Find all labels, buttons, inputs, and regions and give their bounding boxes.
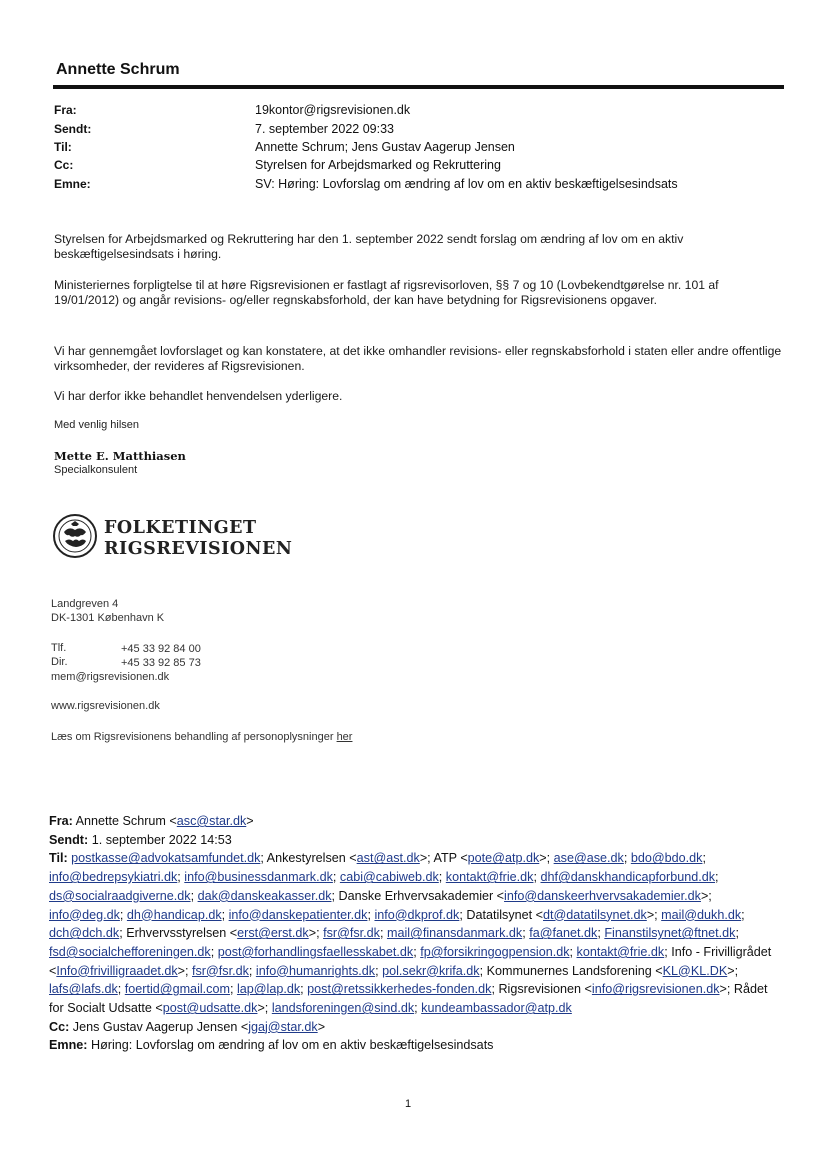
- signature-name: Mette E. Matthiasen: [54, 449, 186, 463]
- recipient-separator: ; Danske Erhvervsakademier <: [331, 888, 505, 903]
- recipient-email-link[interactable]: ast@ast.dk: [356, 851, 420, 866]
- recipient-email-link[interactable]: info@danskeerhvervsakademier.dk: [504, 888, 701, 903]
- recipient-email-link[interactable]: KL@KL.DK: [662, 963, 728, 978]
- fwd-subject-value: Høring: Lovforslag om ændring af lov om en aktiv beskæftigelsesindsats: [91, 1038, 494, 1053]
- direct-label: Dir.: [51, 656, 68, 668]
- recipient-separator: ;: [379, 926, 387, 941]
- recipient-separator: ;: [597, 926, 605, 941]
- recipient-email-link[interactable]: ds@socialraadgiverne.dk: [49, 888, 191, 903]
- phone-label: Tlf.: [51, 642, 67, 654]
- recipient-separator: ;: [569, 944, 577, 959]
- recipient-separator: ; Erhvervsstyrelsen <: [119, 926, 238, 941]
- recipient-separator: ;: [332, 870, 340, 885]
- cc-label: Cc:: [54, 158, 74, 172]
- recipient-separator: ;: [119, 907, 127, 922]
- recipient-separator: ;: [702, 851, 706, 866]
- recipient-separator: ;: [533, 870, 541, 885]
- recipient-email-link[interactable]: mail@finansdanmark.dk: [386, 926, 523, 941]
- recipient-separator: ;: [735, 926, 739, 941]
- recipient-email-link[interactable]: info@humanrights.dk: [255, 963, 376, 978]
- fwd-sent-label: Sendt:: [49, 832, 89, 847]
- recipient-email-link[interactable]: post@udsatte.dk: [162, 1001, 258, 1016]
- recipient-separator: >;: [727, 963, 739, 978]
- recipient-email-link[interactable]: fsr@fsr.dk: [323, 926, 380, 941]
- sent-label: Sendt:: [54, 122, 92, 136]
- recipient-email-link[interactable]: dch@dch.dk: [49, 926, 120, 941]
- folketinget-seal-icon: [52, 513, 98, 559]
- recipient-email-link[interactable]: info@danskepatienter.dk: [228, 907, 368, 922]
- fwd-subject-label: Emne:: [49, 1038, 88, 1053]
- recipient-separator: ;: [221, 907, 229, 922]
- fwd-recipient-list: [49, 851, 771, 1015]
- recipient-separator: >; ATP <: [419, 851, 468, 866]
- recipient-email-link[interactable]: Info@frivilligraadet.dk: [56, 963, 178, 978]
- recipient-email-link[interactable]: pote@atp.dk: [467, 851, 540, 866]
- recipient-separator: ;: [438, 870, 446, 885]
- recipient-email-link[interactable]: bdo@bdo.dk: [630, 851, 703, 866]
- recipient-email-link[interactable]: ase@ase.dk: [553, 851, 624, 866]
- forwarded-message: [49, 812, 779, 1055]
- recipient-separator: >;: [257, 1001, 272, 1016]
- recipient-separator: >;: [308, 926, 324, 941]
- subject-value: SV: Høring: Lovforslag om ændring af lov om en aktiv beskæftigelsesindsats: [255, 177, 678, 191]
- recipient-email-link[interactable]: foertid@gmail.com: [124, 982, 230, 997]
- recipient-separator: ;: [300, 982, 308, 997]
- recipient-email-link[interactable]: dak@danskeakasser.dk: [197, 888, 332, 903]
- recipient-email-link[interactable]: dt@datatilsynet.dk: [543, 907, 647, 922]
- recipient-email-link[interactable]: Finanstilsynet@ftnet.dk: [604, 926, 736, 941]
- recipient-email-link[interactable]: postkasse@advokatsamfundet.dk: [71, 851, 261, 866]
- recipient-separator: ; Datatilsynet <: [459, 907, 544, 922]
- recipient-email-link[interactable]: fsr@fsr.dk: [192, 963, 249, 978]
- to-value: Annette Schrum; Jens Gustav Aagerup Jensen: [255, 140, 515, 154]
- recipient-email-link[interactable]: mail@dukh.dk: [661, 907, 742, 922]
- recipient-email-link[interactable]: kontakt@frie.dk: [576, 944, 665, 959]
- fwd-from-row: Fra: Annette Schrum <asc@star.dk>: [49, 814, 254, 828]
- fwd-cc-email[interactable]: jgaj@star.dk: [248, 1019, 318, 1034]
- recipient-email-link[interactable]: cabi@cabiweb.dk: [339, 870, 439, 885]
- recipient-separator: ;: [623, 851, 631, 866]
- recipient-separator: ; Info - Frivilligrådet <: [49, 944, 772, 978]
- fwd-subject-row: [49, 1036, 779, 1055]
- greeting: Med venlig hilsen: [54, 419, 139, 431]
- recipient-email-link[interactable]: fa@fanet.dk: [529, 926, 598, 941]
- signature-title: Specialkonsulent: [54, 464, 138, 476]
- from-label: Fra:: [54, 103, 77, 117]
- privacy-text: Læs om Rigsrevisionens behandling af personoplysninger: [51, 731, 334, 743]
- recipient-email-link[interactable]: info@bedrepsykiatri.dk: [49, 870, 178, 885]
- cc-value: Styrelsen for Arbejdsmarked og Rekruttering: [255, 158, 501, 172]
- recipient-email-link[interactable]: fp@forsikringogpension.dk: [420, 944, 570, 959]
- recipient-separator: >;: [700, 888, 712, 903]
- fwd-sent-value: 1. september 2022 14:53: [91, 832, 232, 847]
- recipient-email-link[interactable]: dh@handicap.dk: [126, 907, 222, 922]
- recipient-separator: ;: [413, 944, 421, 959]
- recipient-email-link[interactable]: lafs@lafs.dk: [49, 982, 118, 997]
- recipient-separator: ;: [177, 870, 185, 885]
- logo-line-2: RIGSREVISIONEN: [104, 539, 293, 559]
- privacy-notice: [51, 731, 352, 743]
- recipient-separator: ;: [715, 870, 719, 885]
- recipient-email-link[interactable]: landsforeningen@sind.dk: [271, 1001, 415, 1016]
- recipient-email-link[interactable]: erst@erst.dk: [237, 926, 309, 941]
- recipient-separator: ; Kommunernes Landsforening <: [479, 963, 663, 978]
- header-divider: [53, 85, 784, 89]
- recipient-separator: ;: [117, 982, 125, 997]
- fwd-to-label: Til:: [49, 851, 68, 866]
- recipient-separator: ;: [229, 982, 237, 997]
- from-value: 19kontor@rigsrevisionen.dk: [255, 103, 411, 117]
- recipient-email-link[interactable]: pol.sekr@krifa.dk: [382, 963, 480, 978]
- recipient-email-link[interactable]: post@retssikkerhedes-fonden.dk: [307, 982, 492, 997]
- recipient-separator: ; Ankestyrelsen <: [260, 851, 357, 866]
- body-paragraph-2: Ministeriernes forpligtelse til at høre Rigsrevisionen er fastlagt af rigsrevisorloven, §§ 7 og 10 (Lovbekendtgørelse nr. 101 af 19/01/2012) og angår revisions- og/eller regnskabsforhold, der kan have betydning for Rigsrevisionens opgaver.: [54, 278, 719, 307]
- recipient-separator: ;: [367, 907, 375, 922]
- recipient-email-link[interactable]: kundeambassador@atp.dk: [421, 1001, 572, 1016]
- phone-value: +45 33 92 84 00: [121, 643, 201, 655]
- recipient-email-link[interactable]: lap@lap.dk: [236, 982, 301, 997]
- to-label: Til:: [54, 140, 72, 154]
- recipient-email-link[interactable]: info@dkprof.dk: [374, 907, 460, 922]
- recipient-separator: >;: [177, 963, 193, 978]
- fwd-cc-label: Cc:: [49, 1019, 70, 1034]
- privacy-link[interactable]: her: [336, 731, 353, 743]
- recipient-email-link[interactable]: info@deg.dk: [49, 907, 120, 922]
- fwd-cc-row: Cc: Jens Gustav Aagerup Jensen <jgaj@star.dk>: [49, 1019, 326, 1034]
- sent-value: 7. september 2022 09:33: [255, 122, 394, 136]
- recipient-separator: >;: [646, 907, 662, 922]
- sender-name-heading: Annette Schrum: [56, 61, 180, 78]
- body-paragraph-4: Vi har derfor ikke behandlet henvendelsen yderligere.: [54, 389, 343, 403]
- subject-label: Emne:: [54, 177, 91, 191]
- recipient-separator: ; Rigsrevisionen <: [491, 982, 592, 997]
- fwd-to-row: [49, 849, 779, 1017]
- fwd-from-name: Annette Schrum: [75, 814, 166, 828]
- recipient-email-link[interactable]: kontakt@frie.dk: [445, 870, 534, 885]
- fwd-sent-row: [49, 831, 779, 850]
- recipient-separator: >;: [539, 851, 554, 866]
- fwd-from-label: Fra:: [49, 814, 73, 828]
- recipient-email-link[interactable]: dhf@danskhandicapforbund.dk: [540, 870, 716, 885]
- body-paragraph-3: Vi har gennemgået lovforslaget og kan konstatere, at det ikke omhandler revisions- eller regnskabsforhold i staten eller andre offentlige virksomheder, der revideres af Rigsrevisionen.: [54, 344, 782, 373]
- recipient-email-link[interactable]: info@rigsrevisionen.dk: [591, 982, 720, 997]
- logo-line-1: FOLKETINGET: [104, 518, 257, 538]
- address-line-2: DK-1301 København K: [51, 612, 165, 624]
- address-line-1: Landgreven 4: [51, 598, 119, 610]
- recipient-separator: ;: [741, 907, 745, 922]
- website: www.rigsrevisionen.dk: [51, 700, 160, 712]
- fwd-cc-name: Jens Gustav Aagerup Jensen: [72, 1019, 238, 1034]
- recipient-separator: ;: [414, 1001, 422, 1016]
- direct-value: +45 33 92 85 73: [121, 657, 201, 669]
- recipient-separator: ;: [210, 944, 218, 959]
- signature-email: mem@rigsrevisionen.dk: [51, 671, 170, 683]
- recipient-separator: >; Rådet for Socialt Udsatte <: [49, 982, 768, 1016]
- recipient-separator: ;: [375, 963, 383, 978]
- page-number: 1: [405, 1098, 412, 1110]
- recipient-separator: ;: [248, 963, 256, 978]
- fwd-from-email[interactable]: asc@star.dk: [176, 814, 247, 828]
- recipient-separator: ;: [190, 888, 198, 903]
- recipient-email-link[interactable]: fsd@socialchefforeningen.dk: [49, 944, 211, 959]
- recipient-email-link[interactable]: info@businessdanmark.dk: [184, 870, 333, 885]
- recipient-separator: ;: [522, 926, 530, 941]
- recipient-email-link[interactable]: post@forhandlingsfaellesskabet.dk: [217, 944, 414, 959]
- body-paragraph-1: Styrelsen for Arbejdsmarked og Rekruttering har den 1. september 2022 sendt forslag om ændring af lov om en aktiv beskæftigelsesindsats i høring.: [54, 232, 684, 261]
